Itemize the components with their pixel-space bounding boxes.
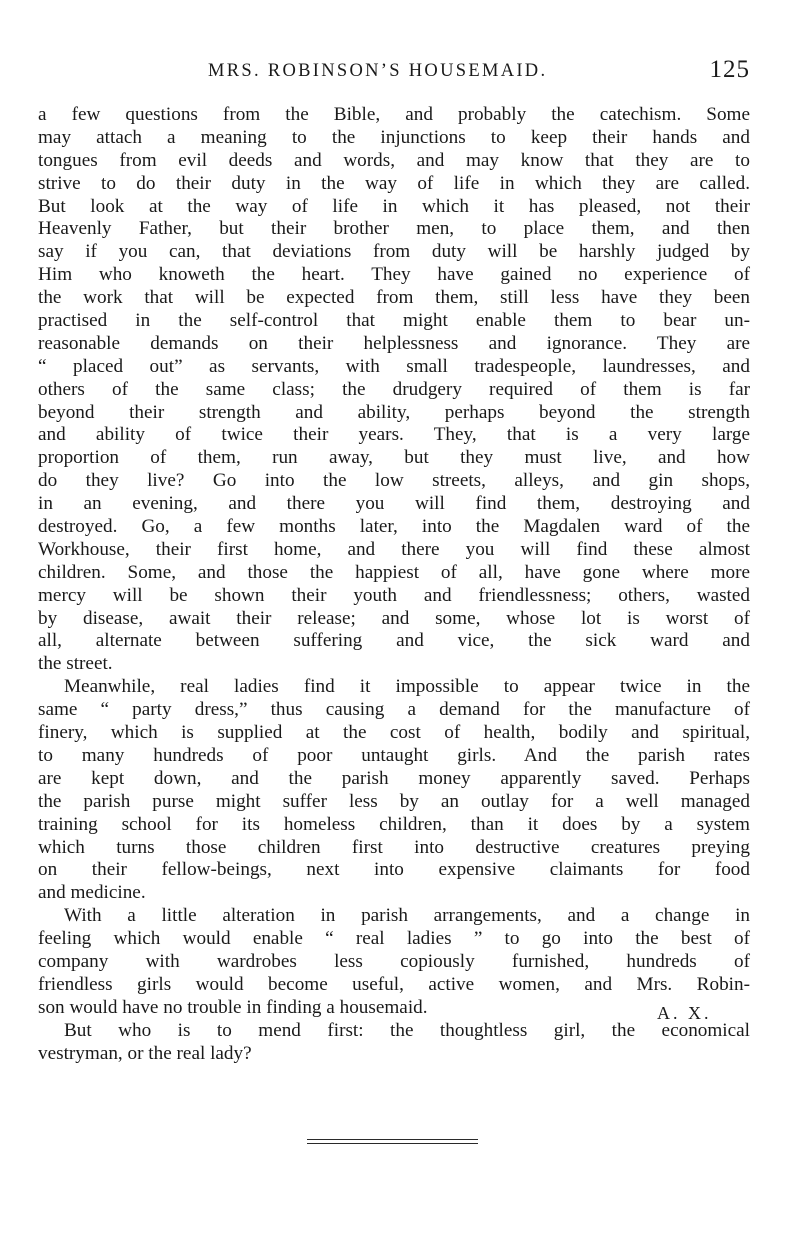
text-line: company with wardrobes less copiously furnished, hundreds of (38, 950, 750, 972)
text-line: the parish purse might suffer less by an outlay for a well managed (38, 790, 750, 812)
text-line: tongues from evil deeds and words, and may know that they are to (38, 149, 750, 171)
text-line: finery, which is supplied at the cost of health, bodily and spiritual, (38, 722, 750, 744)
text-line: training school for its homeless children, than it does by a system (38, 813, 750, 835)
paragraph-end-line: and medicine. (38, 882, 146, 904)
text-line: practised in the self-control that might enable them to bear un- (38, 310, 750, 332)
text-line: beyond their strength and ability, perhaps beyond the strength (38, 401, 750, 423)
paragraph-end-line: the street. (38, 653, 113, 675)
text-line: are kept down, and the parish money apparently saved. Perhaps (38, 767, 750, 789)
paragraph-end-line: son would have no trouble in finding a housemaid. (38, 996, 428, 1018)
text-line: do they live? Go into the low streets, alleys, and gin shops, (38, 470, 750, 492)
page-number: 125 (709, 56, 750, 83)
author-signature: A. X. (657, 1003, 712, 1023)
paragraph-end-line: vestryman, or the real lady? (38, 1042, 252, 1064)
text-line: reasonable demands on their helplessness and ignorance. They are (38, 332, 750, 354)
text-line: others of the same class; the drudgery required of them is far (38, 378, 750, 400)
text-line: Heavenly Father, but their brother men, to place them, and then (38, 218, 750, 240)
text-line: all, alternate between suffering and vice, the sick ward and (38, 630, 750, 652)
text-line: and ability of twice their years. They, that is a very large (38, 424, 750, 446)
text-line: same “ party dress,” thus causing a demand for the manufacture of (38, 699, 750, 721)
text-line: “ placed out” as servants, with small tradespeople, laundresses, and (38, 355, 750, 377)
text-line: in an evening, and there you will find them, destroying and (38, 493, 750, 515)
text-line: Workhouse, their first home, and there you will find these almost (38, 538, 750, 560)
text-line: say if you can, that deviations from duty will be harshly judged by (38, 241, 750, 263)
text-line: proportion of them, run away, but they must live, and how (38, 447, 750, 469)
text-line: by disease, await their release; and some, whose lot is worst of (38, 607, 750, 629)
running-title: MRS. ROBINSON’S HOUSEMAID. (208, 61, 548, 81)
text-line: to many hundreds of poor untaught girls. And the parish rates (38, 744, 750, 766)
paragraph-first-line: But who is to mend first: the thoughtless girl, the economical (64, 1019, 750, 1041)
text-line: destroyed. Go, a few months later, into the Magdalen ward of the (38, 516, 750, 538)
text-line: on their fellow-beings, next into expensive claimants for food (38, 859, 750, 881)
text-line: strive to do their duty in the way of life in which they are called. (38, 172, 750, 194)
text-line: friendless girls would become useful, active women, and Mrs. Robin- (38, 973, 750, 995)
text-line: may attach a meaning to the injunctions to keep their hands and (38, 126, 750, 148)
text-line: a few questions from the Bible, and probably the catechism. Some (38, 104, 750, 125)
text-line: children. Some, and those the happiest of all, have gone where more (38, 561, 750, 583)
running-head (38, 56, 750, 86)
text-line: mercy will be shown their youth and friendlessness; others, wasted (38, 584, 750, 606)
paragraph-first-line: With a little alteration in parish arrangements, and a change in (64, 905, 750, 927)
text-line: the work that will be expected from them, still less have they been (38, 287, 750, 309)
text-line: But look at the way of life in which it has pleased, not their (38, 195, 750, 217)
text-line: Him who knoweth the heart. They have gained no experience of (38, 264, 750, 286)
body-text (38, 104, 750, 1065)
paragraph-first-line: Meanwhile, real ladies find it impossible to appear twice in the (64, 676, 750, 698)
text-line: feeling which would enable “ real ladies ” to go into the best of (38, 928, 750, 950)
end-of-article-rule (307, 1139, 478, 1144)
text-line: which turns those children first into destructive creatures preying (38, 836, 750, 858)
